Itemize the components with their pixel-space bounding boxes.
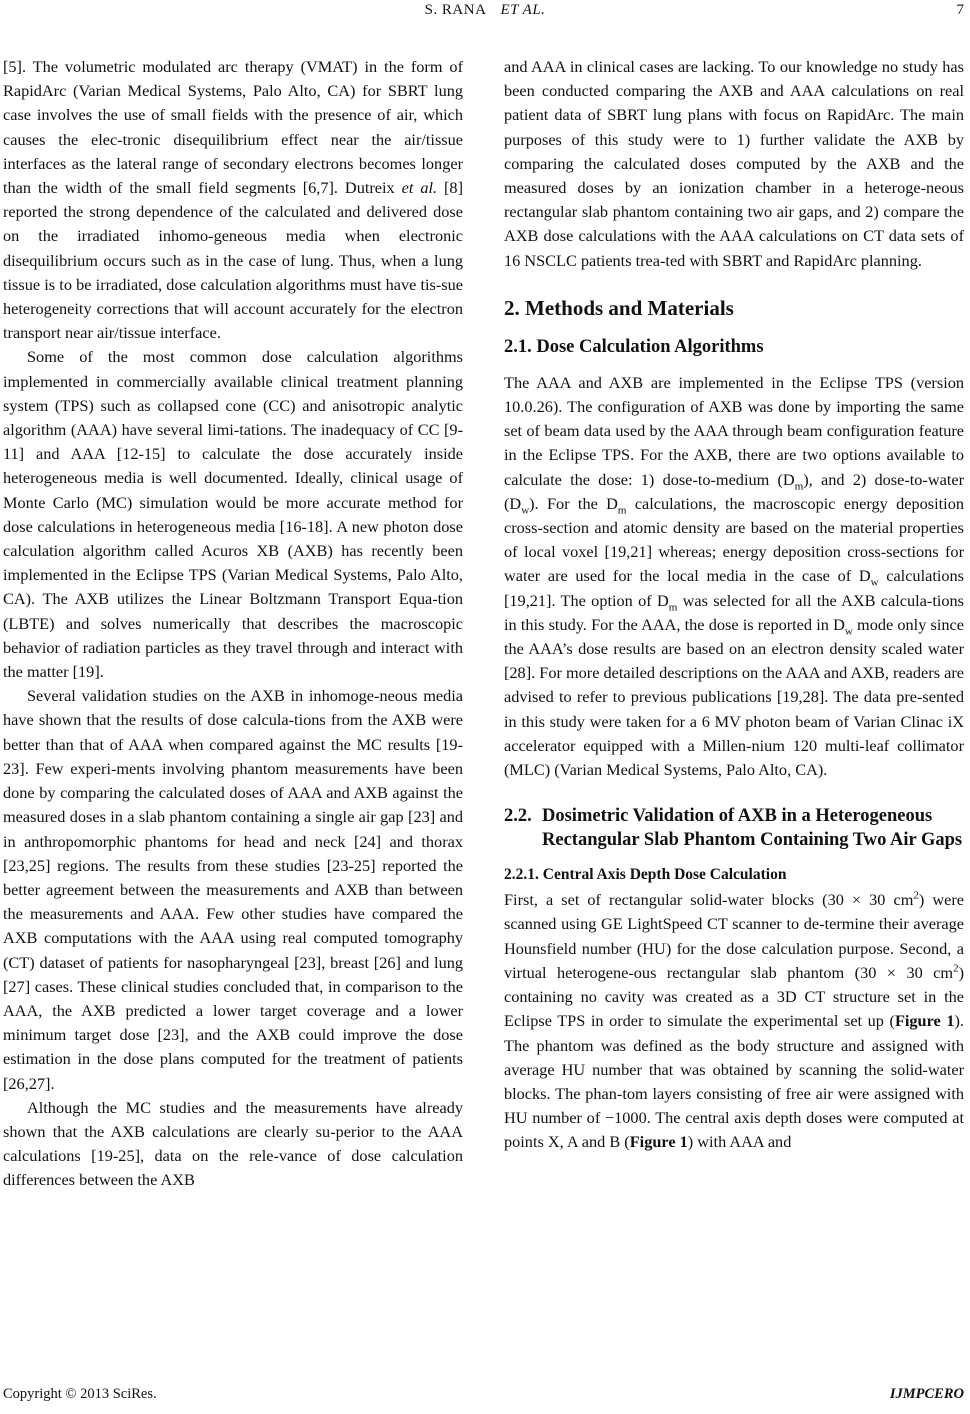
text-run: ), and 2) dose-to-water (D [504, 469, 964, 513]
paragraph: and AAA in clinical cases are lacking. To our knowledge no study has been conducted comparing the AXB and AAA calculations on real patient data of SBRT lung plans with focus on RapidArc. The main purposes of this study were to 1) further validate the AXB by comparing the calculated doses computed by the AXB and the measured doses by an ionization chamber in a heteroge-neous rectangular slab phantom containing two air gaps, and 2) compare the AXB dose calculations with the AAA calculations on CT data sets of 16 NSCLC patients trea-ted with SBRT and RapidArc planning. [504, 57, 964, 270]
et-al: ET AL. [500, 2, 546, 18]
text-run: ). The phantom was defined as the body structure and assigned with average HU number that was obtained by scanning the solid-water blocks. The phan-tom layers consisting of free air were assigned with HU number of −1000. The central axis depth doses were computed at points X, A and B ( [504, 1011, 964, 1152]
superscript: 2 [953, 962, 959, 975]
text-run: [8] reported the strong dependence of the calculated and delivered dose on the irradiated inhomo-geneous media when electronic disequilibrium occurs such as in the case of lung. Thus, when a lung tissue is to be irradiated, dose calculation algorithms must have tis-sue heterogeneity corrections that will account accurately for the electron transport near air/tissue interface. [3, 178, 463, 343]
subscript: w [521, 504, 530, 517]
text-run-italic: et al. [401, 178, 438, 198]
figure-reference[interactable]: Figure 1 [894, 1011, 955, 1031]
subscript: w [844, 625, 853, 638]
heading-text: Dosimetric Validation of AXB in a Heterogeneous Rectangular Slab Phantom Containing Two Air Gaps [542, 806, 963, 851]
text-run: ). For the D [529, 493, 618, 513]
subsection-heading [504, 804, 964, 852]
figure-reference[interactable]: Figure 1 [629, 1132, 688, 1152]
subsection-heading: 2.1. Dose Calculation Algorithms [504, 336, 764, 357]
paragraph [3, 55, 463, 345]
running-head-authors [0, 2, 970, 19]
text-run: ) with AAA and [687, 1132, 792, 1152]
left-column [3, 55, 463, 1193]
text-run: mode only since the AAA’s dose results are based on an electron density scaled water [28]. For more detailed descriptions on the AAA and AXB, readers are advised to refer to previous publications [19,28]. The data pre-sented in this study were taken for a 6 MV photon beam of Varian Clinac iX accelerator equipped with a Millen-nium 120 multi-leaf collimator (MLC) (Varian Medical Systems, Palo Alto, CA). [504, 614, 964, 780]
running-header [0, 0, 970, 30]
paragraph [504, 371, 964, 782]
heading-number: 2.2. [504, 806, 532, 827]
copyright-notice: Copyright © 2013 SciRes. [3, 1386, 157, 1402]
journal-name: IJMPCERO [889, 1386, 964, 1402]
text-run: The AAA and AXB are implemented in the Eclipse TPS (version 10.0.26). The configuration of AXB was done by importing the same set of beam data used by the AAA through beam configuration feature in the Eclipse TPS. For the AXB, there are two options available to calculate the dose: 1) dose-to-medium (D [504, 372, 964, 489]
paragraph: Some of the most common dose calculation algorithms implemented in commercially available clinical treatment planning system (TPS) such as collapsed cone (CC) and anisotropic analytic algorithm (AAA) have several limi-tations. The inadequacy of CC [9-11] and AAA [12-15] to calculate the dose accurately inside heterogeneous media is well documented. Ideally, clinical usage of Monte Carlo (MC) simulation would be more accurate method for dose calculations in heterogeneous media [16-18]. A new photon dose calculation algorithm called Acuros XB (AXB) has recently been implemented in the Eclipse TPS (Varian Medical Systems, Palo Alto, CA). The AXB utilizes the Linear Boltzmann Transport Equa-tion (LBTE) and solves numerically that describes the macroscopic behavior of radiation particles as they travel through and interact with the matter [19]. [3, 347, 463, 682]
paragraph: Several validation studies on the AXB in inhomoge-neous media have shown that the results of dose calcula-tions from the AXB were better than that of AAA when compared against the MC results [19-23]. Few experi-ments involving phantom measurements have been done by comparing the calculated doses of AAA and AXB against the measured doses in a slab phantom containing a single air gap [23] and in anthropomorphic phantoms for head and neck [24] and thorax [23,25] regions. The results from these studies [23-25] reported the better agreement between the measurements and AXB than between the measurements and AAA. Few other studies have compared the AXB computations with the AAA using real computed tomography (CT) dataset of patients for nasopharyngeal [23], breast [26] and lung [27] cases. These clinical studies concluded that, in comparison to the AAA, the AXB predicted a lower target coverage and a lower minimum target dose [23], and the AXB could improve the dose estimation in the dose plans computed for the treatment of patients [26,27]. [3, 686, 463, 1093]
author-name: S. RANA [424, 2, 487, 18]
text-run: [5]. The volumetric modulated arc therapy (VMAT) in the form of RapidArc (Varian Medical Systems, Palo Alto, CA) for SBRT lung case involves the use of small fields with the presence of air, which causes the elec-tronic disequilibrium effect near the air/tissue interfaces as the lateral range of secondary electrons becomes longer than the width of the small field segments [6,7]. Dutreix [3, 57, 463, 198]
text-run: calculations, the macroscopic energy deposition cross-section and atomic density are based on the material properties of local voxel [19,21] whereas; energy deposition cross-sections for water are used for the local media in the case of D [504, 493, 964, 586]
section-heading: 2. Methods and Materials [504, 295, 734, 320]
text-run: ) containing no cavity was created as a 3D CT structure set in the Eclipse TPS in order to simulate the experimental set up ( [504, 962, 964, 1031]
right-column [504, 55, 964, 1155]
subscript: m [794, 479, 804, 492]
page-footer [0, 1386, 970, 1410]
text-run: calculations [19,21]. The option of D [504, 566, 964, 610]
text-run: was selected for all the AXB calcula-tions in this study. For the AAA, the dose is reported in D [504, 590, 964, 634]
subscript: m [668, 600, 678, 613]
superscript: 2 [913, 889, 919, 902]
subscript: m [617, 504, 627, 517]
text-run: First, a set of rectangular solid-water blocks (30 × 30 cm [504, 890, 914, 910]
text-run: ) were scanned using GE LightSpeed CT scanner to de-termine their average Hounsfield number (HU) for the dose calculation purpose. Second, a virtual heterogene-ous rectangular slab phantom (30 × 30 cm [504, 890, 964, 982]
page-number: 7 [956, 2, 964, 18]
paragraph [504, 888, 964, 1154]
paragraph: Although the MC studies and the measurements have already shown that the AXB calculations are clearly su-perior to the AAA calculations [19-25], data on the rele-vance of dose calculation differences between the AXB [3, 1097, 463, 1190]
subscript: w [870, 576, 879, 589]
subsubsection-heading: 2.2.1. Central Axis Depth Dose Calculation [504, 866, 787, 884]
